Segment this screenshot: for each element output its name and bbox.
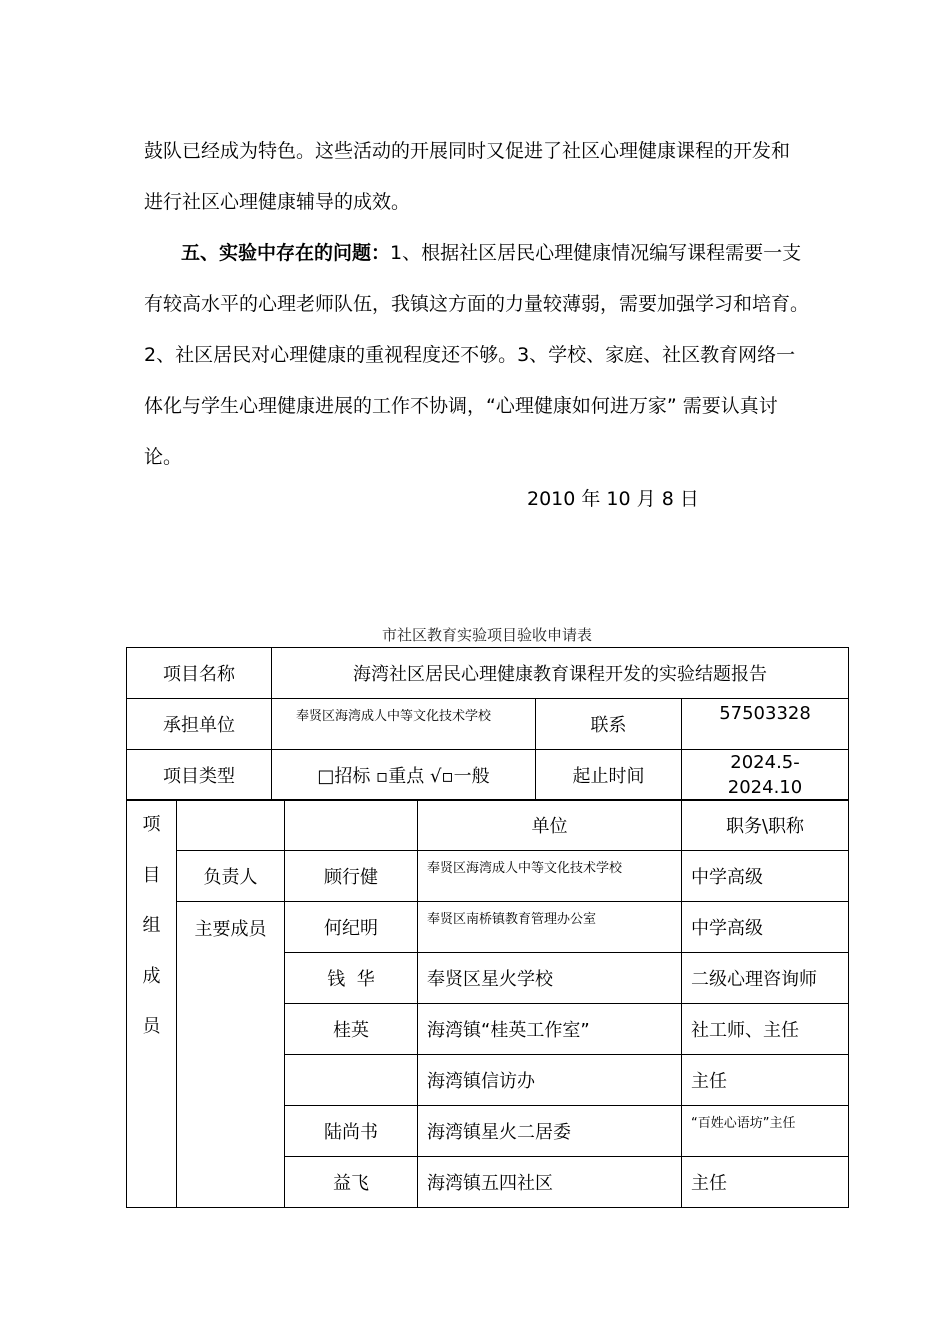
member-title: 中学高级 xyxy=(682,902,849,953)
empty-cell xyxy=(177,800,285,851)
member-title: 主任 xyxy=(682,1055,849,1106)
column-header-unit: 单位 xyxy=(418,800,682,851)
member-name: 钱 华 xyxy=(285,953,418,1004)
paragraph-line: 进行社区心理健康辅导的成效。 xyxy=(144,191,411,213)
project-name-label: 项目名称 xyxy=(127,648,272,699)
member-title: 社工师、主任 xyxy=(682,1004,849,1055)
member-title: 主任 xyxy=(682,1157,849,1208)
member-unit: 海湾镇星火二居委 xyxy=(418,1106,682,1157)
empty-cell xyxy=(285,800,418,851)
leader-label: 负责人 xyxy=(177,851,285,902)
project-info-table xyxy=(126,647,849,801)
member-unit: 奉贤区海湾成人中等文化技术学校 xyxy=(418,851,682,902)
table-row xyxy=(127,699,849,750)
group-label-char: 成 xyxy=(142,965,161,987)
group-label-char: 项 xyxy=(142,814,161,835)
member-unit: 奉贤区南桥镇教育管理办公室 xyxy=(418,902,682,953)
table-title: 市社区教育实验项目验收申请表 xyxy=(381,626,592,644)
paragraph-line: 体化与学生心理健康进展的工作不协调，“心理健康如何进万家” 需要认真讨 xyxy=(144,395,778,417)
member-title: 二级心理咨询师 xyxy=(682,953,849,1004)
member-name: 陆尚书 xyxy=(285,1106,418,1157)
period-start: 2024.5- xyxy=(730,752,800,773)
group-label xyxy=(127,800,177,1208)
contact-label: 联系 xyxy=(536,699,682,750)
paragraph-line: 有较高水平的心理老师队伍，我镇这方面的力量较薄弱，需要加强学习和培育。 xyxy=(144,293,810,315)
table-row xyxy=(127,902,849,953)
section-heading: 五、实验中存在的问题： xyxy=(181,242,391,264)
type-options: □招标 ▫重点 √▫一般 xyxy=(272,750,536,801)
group-label-char: 目 xyxy=(142,864,161,886)
project-members-table xyxy=(126,799,849,1208)
member-title: 中学高级 xyxy=(682,851,849,902)
member-name: 益飞 xyxy=(285,1157,418,1208)
period-label: 起止时间 xyxy=(536,750,682,801)
column-header-title: 职务\职称 xyxy=(682,800,849,851)
paragraph-line xyxy=(144,228,824,279)
project-name: 海湾社区居民心理健康教育课程开发的实验结题报告 xyxy=(272,648,849,699)
table-row xyxy=(127,851,849,902)
unit-value: 奉贤区海湾成人中等文化技术学校 xyxy=(272,699,536,750)
contact-value: 57503328 xyxy=(682,699,849,750)
paragraph-line: 鼓队已经成为特色。这些活动的开展同时又促进了社区心理健康课程的开发和 xyxy=(144,140,791,162)
paragraph-line: 论。 xyxy=(144,446,183,468)
period-end: 2024.10 xyxy=(727,777,803,798)
member-name xyxy=(285,1055,418,1106)
member-title: “百姓心语坊”主任 xyxy=(682,1106,849,1157)
table-row xyxy=(127,750,849,801)
group-label-char: 组 xyxy=(142,915,161,937)
group-label-char: 员 xyxy=(142,1016,161,1038)
type-label: 项目类型 xyxy=(127,750,272,801)
member-name: 桂英 xyxy=(285,1004,418,1055)
unit-label: 承担单位 xyxy=(127,699,272,750)
member-unit: 海湾镇信访办 xyxy=(418,1055,682,1106)
members-label: 主要成员 xyxy=(177,902,285,1208)
table-row xyxy=(127,800,849,851)
paragraph-continuation xyxy=(144,126,824,228)
paragraph-text: 1、根据社区居民心理健康情况编写课程需要一支 xyxy=(390,242,802,264)
table-row xyxy=(127,648,849,699)
member-name: 何纪明 xyxy=(285,902,418,953)
member-unit: 海湾镇五四社区 xyxy=(418,1157,682,1208)
period-value xyxy=(682,750,849,801)
report-date: 2010 年 10 月 8 日 xyxy=(527,488,699,510)
member-name: 顾行健 xyxy=(285,851,418,902)
paragraph-line: 2、社区居民对心理健康的重视程度还不够。3、学校、家庭、社区教育网络一 xyxy=(144,344,796,366)
member-unit: 海湾镇“桂英工作室” xyxy=(418,1004,682,1055)
member-unit: 奉贤区星火学校 xyxy=(418,953,682,1004)
problems-paragraph xyxy=(144,228,824,483)
